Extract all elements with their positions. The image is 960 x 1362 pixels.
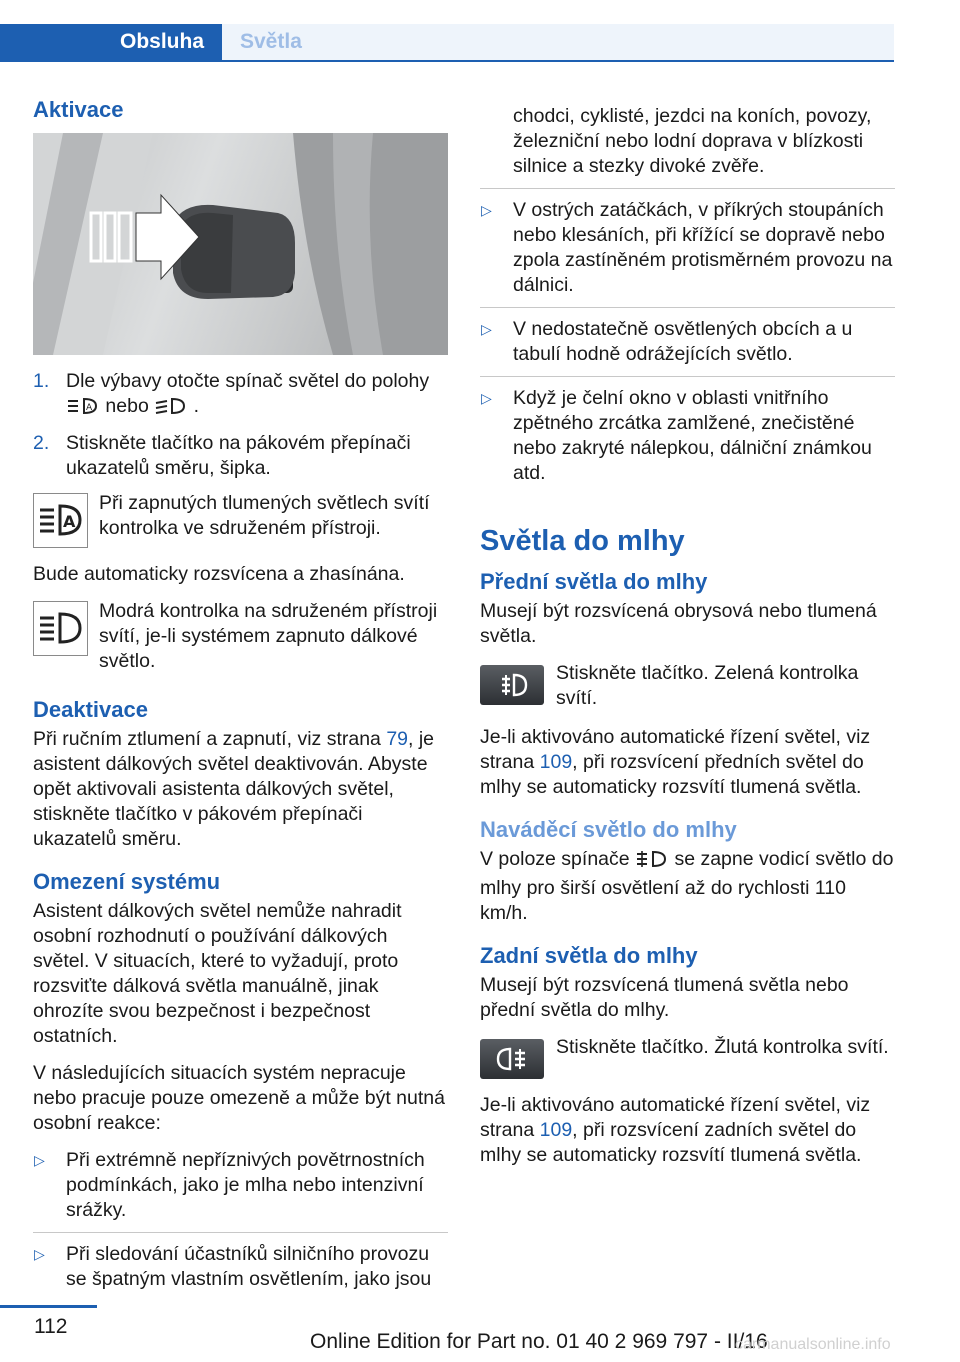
tab-obsluha[interactable]: Obsluha	[0, 24, 222, 60]
footer-divider	[0, 1305, 97, 1308]
front-fog-button-block	[480, 661, 895, 711]
front-fog-button[interactable]	[480, 665, 544, 705]
rear-fog-button-block	[480, 1035, 895, 1079]
text-span: V poloze spínače	[480, 848, 636, 870]
limits-paragraph-1: Asistent dálkových světel nemůže nahradit osobní rozhodnutí o používání dálkových světel. V situacích, které to vyžadují, proto rozsviťte dálková světla manuálně, jinak ohrozíte svou bezpečnost i bezpečnost ostatních.	[33, 900, 402, 1047]
step-text: .	[188, 395, 200, 417]
step-text: Stiskněte tlačítko na pákovém přepínači ukazatelů směru, šipka.	[66, 432, 411, 479]
bullet-text: Při sledování účastníků silničního provozu se špatným vlastním osvětlením, jako jsou	[66, 1243, 432, 1290]
text-span: Při ručním ztlumení a zapnutí, viz strana	[33, 728, 387, 750]
activation-heading: Aktivace	[33, 97, 124, 122]
bullet-text: V nedostatečně osvětlených obcích a u tabulí hodně odrážejících světlo.	[513, 318, 853, 365]
triangle-bullet-icon: ▷	[34, 1246, 45, 1262]
step-text: nebo	[100, 395, 155, 417]
deactivation-paragraph	[33, 727, 448, 852]
indicator-highbeam-text: Modrá kontrolka na sdruženém přístroji svítí, je-li systémem zapnuto dálkové světlo.	[99, 600, 438, 672]
text-span: Je-li aktivováno automatické řízení světel, viz strana	[480, 726, 871, 773]
indicator-assistant-block	[33, 491, 448, 548]
stalk-switch-icon	[33, 133, 448, 355]
indicator-highbeam-block	[33, 599, 448, 674]
list-item	[33, 1148, 448, 1233]
stalk-switch-illustration	[33, 133, 448, 355]
page-ref-link[interactable]: 109	[539, 751, 573, 773]
front-fog-button-text: Stiskněte tlačítko. Zelená kontrolka svítí.	[556, 662, 859, 709]
auto-text: Bude automaticky rozsvícena a zhasínána.	[33, 563, 405, 585]
list-item	[480, 317, 895, 377]
svg-text:A: A	[63, 512, 76, 531]
text-span: , při rozsvícení zadních světel do mlhy se automaticky rozsvítí tlumená světla.	[480, 1119, 862, 1166]
rear-fog-paragraph-1: Musejí být rozsvícená tlumená světla nebo přední světla do mlhy.	[480, 974, 849, 1021]
header-divider	[0, 60, 894, 62]
bullet-text: chodci, cyklisté, jezdci na koních, povozy, železniční nebo lodní doprava v blízkosti silnice a stezky divoké zvěře.	[513, 105, 872, 177]
text-span: , je asistent dálkových světel deaktivován. Abyste opět aktivovali asistenta dálkových světel, stiskněte tlačítko v pákovém přepínači ukazatelů směru.	[33, 728, 435, 850]
page-ref-link[interactable]: 79	[386, 728, 409, 750]
high-beam-assistant-indicator-icon	[33, 493, 88, 548]
right-column	[480, 104, 895, 1180]
triangle-bullet-icon: ▷	[481, 390, 492, 406]
list-item	[33, 1242, 448, 1301]
limits-list	[33, 1148, 448, 1301]
page-ref-link[interactable]: 109	[539, 1119, 573, 1141]
triangle-bullet-icon: ▷	[481, 321, 492, 337]
tab-svetla[interactable]: Světla	[222, 24, 894, 60]
guide-fog-paragraph	[480, 847, 895, 926]
rear-fog-heading: Zadní světla do mlhy	[480, 943, 698, 968]
rear-fog-button-text: Stiskněte tlačítko. Žlutá kontrolka svítí.	[556, 1036, 889, 1058]
bullet-text: Při extrémně nepříznivých povětrnostních podmínkách, jako je mlha nebo intenzivní srážky.	[66, 1149, 425, 1221]
triangle-bullet-icon: ▷	[481, 202, 492, 218]
deactivation-heading: Deaktivace	[33, 697, 148, 722]
text-span: , při rozsvícení předních světel do mlhy se automaticky rozsvítí tlumená světla.	[480, 751, 864, 798]
page-number: 112	[34, 1315, 68, 1338]
indicator-assistant-text: Při zapnutých tlumených světlech svítí kontrolka ve sdruženém přístroji.	[99, 492, 430, 539]
fog-light-switch-icon	[635, 849, 669, 876]
front-fog-paragraph-1: Musejí být rozsvícená obrysová nebo tlumená světla.	[480, 600, 877, 647]
guide-fog-heading: Naváděcí světlo do mlhy	[480, 817, 737, 842]
step-number: 1.	[33, 370, 50, 392]
activation-steps	[33, 369, 448, 481]
triangle-bullet-icon: ▷	[34, 1152, 45, 1168]
list-item	[480, 104, 895, 189]
bullet-text: Když je čelní okno v oblasti vnitřního zpětného zrcátka zamlžené, znečistěné nebo zakryté nálepkou, dálniční známkou atd.	[513, 387, 872, 484]
auto-light-switch-icon	[66, 396, 100, 423]
bullet-text: V ostrých zatáčkách, v příkrých stoupáních nebo klesáních, při křížící se dopravě nebo zpola zastíněném protisměrném provozu na dálnici.	[513, 199, 893, 296]
front-fog-paragraph-2	[480, 725, 895, 800]
front-fog-heading: Přední světla do mlhy	[480, 569, 708, 594]
limits-heading: Omezení systému	[33, 869, 221, 894]
low-beam-switch-icon	[154, 396, 188, 423]
list-item	[33, 431, 448, 481]
rear-fog-button[interactable]	[480, 1039, 544, 1079]
high-beam-indicator-icon	[33, 601, 88, 656]
text-span: Je-li aktivováno automatické řízení světel, viz strana	[480, 1094, 871, 1141]
list-item	[480, 386, 895, 495]
page-header	[0, 0, 960, 62]
limits-paragraph-2: V následujících situacích systém nepracuje nebo pracuje pouze omezeně a může být nutná osobní reakce:	[33, 1062, 445, 1134]
list-item	[33, 369, 448, 423]
rear-fog-paragraph-2	[480, 1093, 895, 1168]
step-number: 2.	[33, 432, 50, 454]
left-column	[33, 96, 448, 1310]
text-span: se zapne vodicí světlo do mlhy pro širší osvětlení až do rychlosti 110 km/h.	[480, 848, 894, 924]
step-text: Dle výbavy otočte spínač světel do polohy	[66, 370, 430, 392]
limits-list-continued	[480, 104, 895, 495]
edition-text: Online Edition for Part no. 01 40 2 969 797 - II/16	[310, 1330, 768, 1353]
fog-lights-heading: Světla do mlhy	[480, 525, 685, 557]
svg-text:A: A	[86, 403, 93, 413]
watermark-text: carmanualsonline.info	[735, 1336, 891, 1353]
list-item	[480, 198, 895, 308]
